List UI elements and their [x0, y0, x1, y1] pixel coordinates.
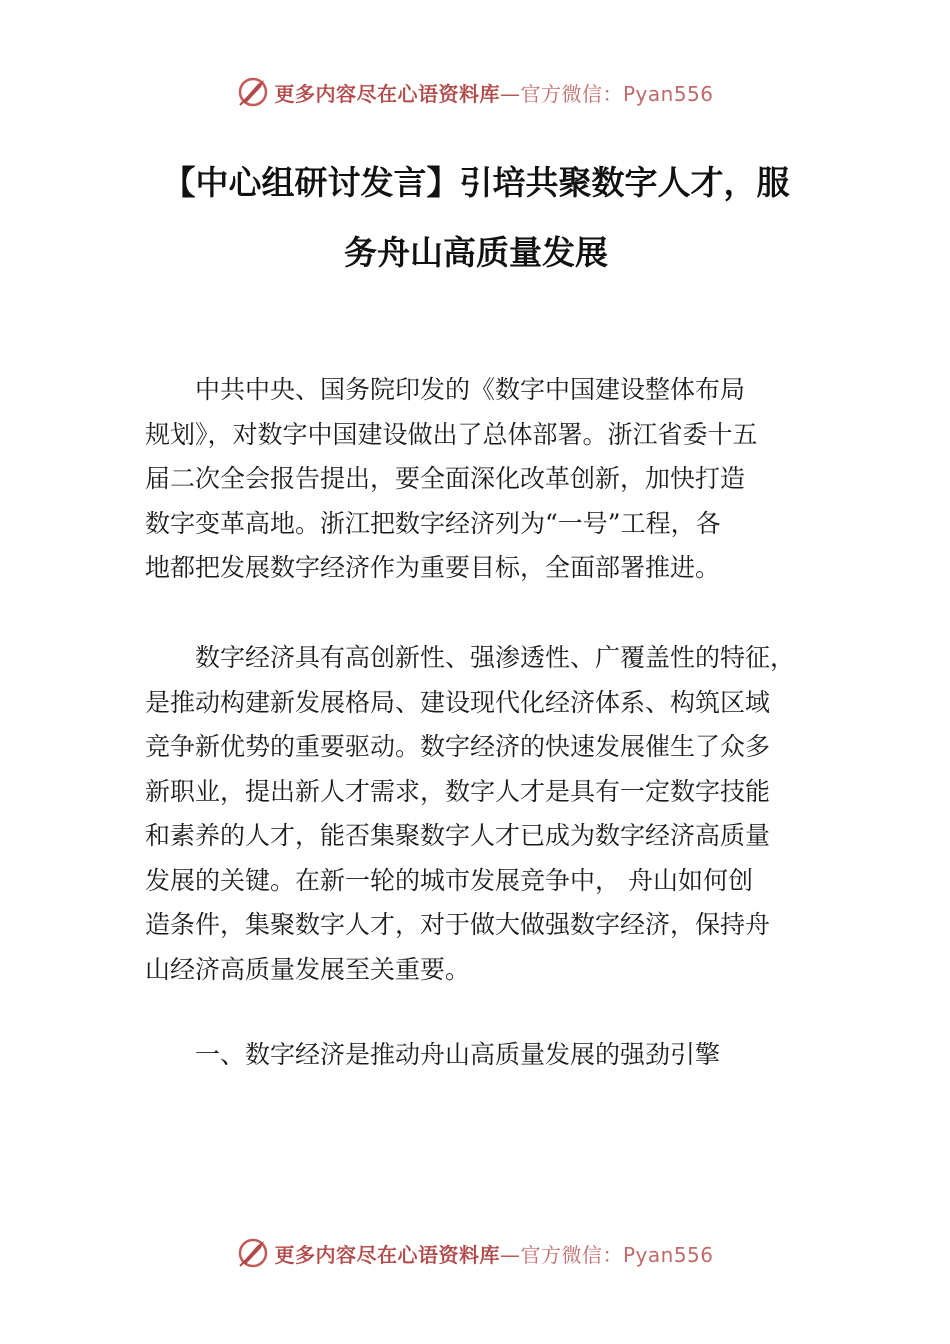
paragraph-line: 竞争新优势的重要驱动。数字经济的快速发展催生了众多: [145, 732, 771, 761]
banner-text: [274, 78, 713, 107]
banner-wechat-id: Pyan556: [622, 81, 714, 106]
footer-banner: [0, 1233, 950, 1273]
paragraph-line: 数字变革高地。浙江把数字经济列为“一号”工程，各: [145, 508, 721, 538]
banner-wechat-label: 官方微信：: [520, 1242, 623, 1267]
section-heading: 一、数字经济是推动舟山高质量发展的强劲引擎: [145, 1040, 721, 1069]
banner-separator: —: [499, 1242, 521, 1267]
quill-pen-logo-icon: [236, 1236, 270, 1270]
paragraph-line: 地都把发展数字经济作为重要目标，全面部署推进。: [145, 553, 721, 582]
banner-separator: —: [499, 81, 521, 106]
paragraph-line: 新职业，提出新人才需求，数字人才是具有一定数字技能: [145, 776, 771, 806]
paragraph-line: 和素养的人才，能否集聚数字人才已成为数字经济高质量: [145, 821, 771, 850]
banner-wechat-label: 官方微信：: [520, 81, 623, 106]
header-banner: [0, 72, 950, 112]
paragraph-line: 数字经济具有高创新性、强渗透性、广覆盖性的特征，: [145, 643, 796, 672]
banner-wechat-id: Pyan556: [622, 1242, 714, 1267]
paragraph-1: [145, 368, 825, 591]
banner-brand: 更多内容尽在心语资料库: [274, 1242, 500, 1267]
paragraph-2: [145, 636, 825, 992]
paragraph-line: 规划》，对数字中国建设做出了总体部署。浙江省委十五: [145, 419, 758, 449]
paragraph-line: 届二次全会报告提出，要全面深化改革创新，加快打造: [145, 464, 746, 493]
banner-text: [274, 1239, 713, 1268]
paragraph-line: 山经济高质量发展至关重要。: [145, 954, 471, 984]
quill-pen-logo-icon: [236, 75, 270, 109]
paragraph-line: 是推动构建新发展格局、建设现代化经济体系、构筑区域: [145, 687, 771, 717]
document-title: [140, 148, 812, 288]
title-line-1: 【中心组研讨发言】引培共聚数字人才，服: [162, 163, 790, 202]
banner-brand: 更多内容尽在心语资料库: [274, 81, 500, 106]
title-line-2: 务舟山高质量发展: [344, 233, 608, 272]
paragraph-line: 造条件，集聚数字人才，对于做大做强数字经济，保持舟: [145, 910, 771, 939]
paragraph-line: 中共中央、国务院印发的《数字中国建设整体布局: [145, 375, 746, 404]
paragraph-line: 发展的关键。在新一轮的城市发展竞争中， 舟山如何创: [145, 865, 753, 895]
